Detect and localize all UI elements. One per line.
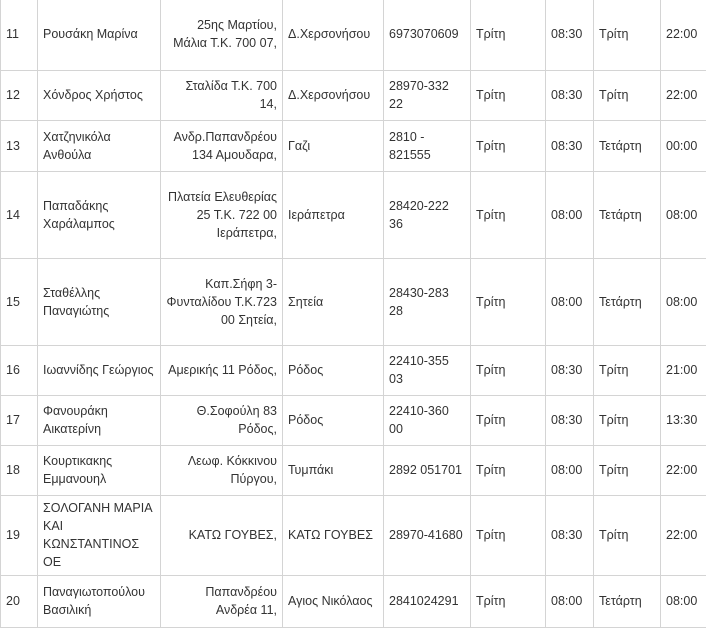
- phone-number-cell: 2892 051701: [384, 445, 471, 495]
- end-time-cell: 22:00: [661, 495, 706, 575]
- address-cell: 25ης Μαρτίου, Μάλια Τ.Κ. 700 07,: [161, 0, 283, 70]
- end-day-cell: Τετάρτη: [594, 575, 661, 627]
- table-row: [1, 0, 706, 70]
- phone-number-cell: 28970-332 22: [384, 70, 471, 120]
- table-row: [1, 70, 706, 120]
- start-time-cell: 08:00: [546, 445, 594, 495]
- pharmacist-name-cell: Κουρτικακης Εμμανουηλ: [38, 445, 161, 495]
- start-day-cell: Τρίτη: [471, 395, 546, 445]
- start-time-cell: 08:30: [546, 120, 594, 171]
- end-time-cell: 00:00: [661, 120, 706, 171]
- start-time-cell: 08:00: [546, 171, 594, 258]
- address-cell: Ανδρ.Παπανδρέου 134 Αμουδαρα,: [161, 120, 283, 171]
- phone-number-cell: 28970-41680: [384, 495, 471, 575]
- end-day-cell: Τρίτη: [594, 0, 661, 70]
- phone-number-cell: 2810 - 821555: [384, 120, 471, 171]
- area-cell: Ρόδος: [283, 345, 384, 395]
- start-day-cell: Τρίτη: [471, 495, 546, 575]
- end-day-cell: Τρίτη: [594, 345, 661, 395]
- row-number-cell: 14: [1, 171, 38, 258]
- end-day-cell: Τρίτη: [594, 70, 661, 120]
- end-day-cell: Τρίτη: [594, 395, 661, 445]
- row-number-cell: 12: [1, 70, 38, 120]
- pharmacist-name-cell: Ρουσάκη Μαρίνα: [38, 0, 161, 70]
- address-cell: Σταλίδα Τ.Κ. 700 14,: [161, 70, 283, 120]
- pharmacist-name-cell: Φανουράκη Αικατερίνη: [38, 395, 161, 445]
- pharmacist-name-cell: Παναγιωτοπούλου Βασιλική: [38, 575, 161, 627]
- area-cell: ΚΑΤΩ ΓΟΥΒΕΣ: [283, 495, 384, 575]
- end-day-cell: Τετάρτη: [594, 258, 661, 345]
- end-time-cell: 08:00: [661, 258, 706, 345]
- table-row: [1, 445, 706, 495]
- end-time-cell: 08:00: [661, 171, 706, 258]
- pharmacist-name-cell: Παπαδάκης Χαράλαμπος: [38, 171, 161, 258]
- end-time-cell: 22:00: [661, 445, 706, 495]
- row-number-cell: 17: [1, 395, 38, 445]
- end-time-cell: 22:00: [661, 70, 706, 120]
- table-row: [1, 258, 706, 345]
- row-number-cell: 19: [1, 495, 38, 575]
- end-day-cell: Τρίτη: [594, 495, 661, 575]
- address-cell: Καπ.Σήφη 3-Φυνταλίδου Τ.Κ.723 00 Σητεία,: [161, 258, 283, 345]
- pharmacist-name-cell: Σταθέλλης Παναγιώτης: [38, 258, 161, 345]
- area-cell: Αγιος Νικόλαος: [283, 575, 384, 627]
- phone-number-cell: 2841024291: [384, 575, 471, 627]
- end-day-cell: Τρίτη: [594, 445, 661, 495]
- start-day-cell: Τρίτη: [471, 258, 546, 345]
- start-day-cell: Τρίτη: [471, 70, 546, 120]
- table-row: [1, 171, 706, 258]
- area-cell: Γαζι: [283, 120, 384, 171]
- start-day-cell: Τρίτη: [471, 345, 546, 395]
- pharmacist-name-cell: Ιωαννίδης Γεώργιος: [38, 345, 161, 395]
- area-cell: Τυμπάκι: [283, 445, 384, 495]
- end-time-cell: 13:30: [661, 395, 706, 445]
- phone-number-cell: 22410-355 03: [384, 345, 471, 395]
- address-cell: Αμερικής 11 Ρόδος,: [161, 345, 283, 395]
- address-cell: Λεωφ. Κόκκινου Πύργου,: [161, 445, 283, 495]
- row-number-cell: 20: [1, 575, 38, 627]
- end-day-cell: Τετάρτη: [594, 171, 661, 258]
- start-time-cell: 08:30: [546, 345, 594, 395]
- start-time-cell: 08:30: [546, 0, 594, 70]
- start-day-cell: Τρίτη: [471, 0, 546, 70]
- table-row: [1, 575, 706, 627]
- start-time-cell: 08:00: [546, 575, 594, 627]
- end-day-cell: Τετάρτη: [594, 120, 661, 171]
- phone-number-cell: 22410-360 00: [384, 395, 471, 445]
- table-row: [1, 345, 706, 395]
- end-time-cell: 08:00: [661, 575, 706, 627]
- end-time-cell: 22:00: [661, 0, 706, 70]
- area-cell: Ιεράπετρα: [283, 171, 384, 258]
- area-cell: Δ.Χερσονήσου: [283, 70, 384, 120]
- address-cell: Παπανδρέου Ανδρέα 11,: [161, 575, 283, 627]
- row-number-cell: 11: [1, 0, 38, 70]
- end-time-cell: 21:00: [661, 345, 706, 395]
- start-day-cell: Τρίτη: [471, 171, 546, 258]
- row-number-cell: 13: [1, 120, 38, 171]
- area-cell: Δ.Χερσονήσου: [283, 0, 384, 70]
- start-time-cell: 08:30: [546, 70, 594, 120]
- table-body: [1, 0, 706, 627]
- pharmacist-name-cell: Χατζηνικόλα Ανθούλα: [38, 120, 161, 171]
- address-cell: ΚΑΤΩ ΓΟΥΒΕΣ,: [161, 495, 283, 575]
- address-cell: Θ.Σοφούλη 83 Ρόδος,: [161, 395, 283, 445]
- address-cell: Πλατεία Ελευθερίας 25 Τ.Κ. 722 00 Ιεράπετρα,: [161, 171, 283, 258]
- pharmacist-name-cell: Χόνδρος Χρήστος: [38, 70, 161, 120]
- table-row: [1, 495, 706, 575]
- table-row: [1, 395, 706, 445]
- start-time-cell: 08:00: [546, 258, 594, 345]
- area-cell: Σητεία: [283, 258, 384, 345]
- phone-number-cell: 28430-283 28: [384, 258, 471, 345]
- pharmacist-name-cell: ΣΟΛΟΓΑΝΗ ΜΑΡΙΑ ΚΑΙ ΚΩΝΣΤΑΝΤΙΝΟΣ ΟΕ: [38, 495, 161, 575]
- start-day-cell: Τρίτη: [471, 575, 546, 627]
- row-number-cell: 18: [1, 445, 38, 495]
- row-number-cell: 15: [1, 258, 38, 345]
- area-cell: Ρόδος: [283, 395, 384, 445]
- row-number-cell: 16: [1, 345, 38, 395]
- start-day-cell: Τρίτη: [471, 120, 546, 171]
- start-time-cell: 08:30: [546, 495, 594, 575]
- start-time-cell: 08:30: [546, 395, 594, 445]
- table-row: [1, 120, 706, 171]
- phone-number-cell: 28420-222 36: [384, 171, 471, 258]
- phone-number-cell: 6973070609: [384, 0, 471, 70]
- start-day-cell: Τρίτη: [471, 445, 546, 495]
